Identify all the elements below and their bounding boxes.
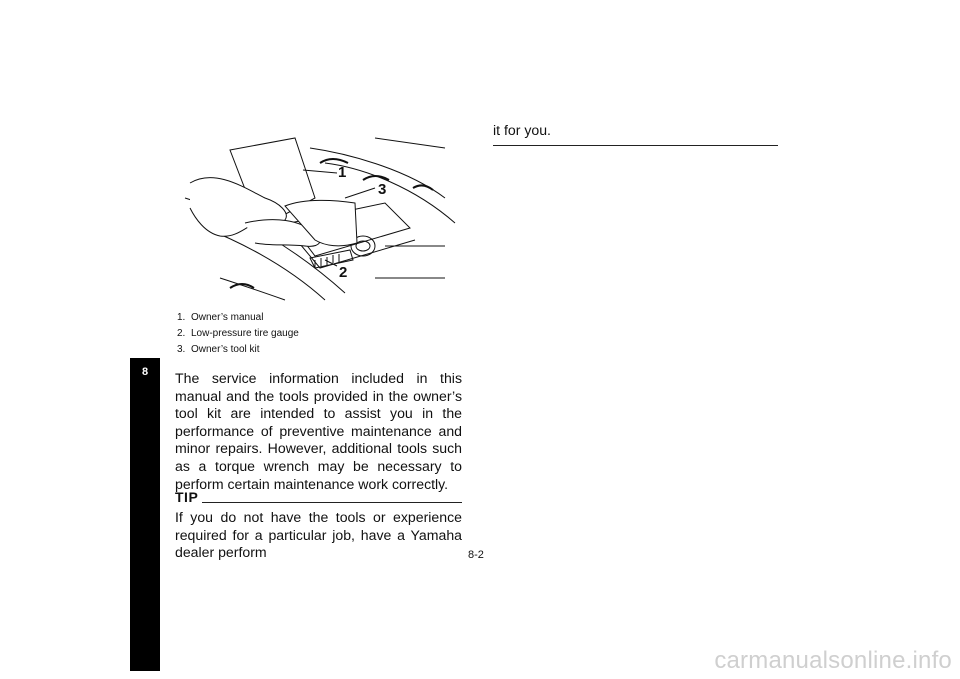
tool-kit-illustration — [175, 128, 465, 303]
tip-heading — [175, 489, 462, 505]
tip-continued-text: it for you. — [493, 122, 551, 138]
watermark: carmanualsonline.info — [714, 647, 952, 674]
tip-rule — [202, 502, 462, 503]
chapter-tab — [130, 358, 160, 671]
callout-1: 1 — [338, 164, 347, 181]
tip-end-rule — [493, 145, 778, 146]
caption-number: 2. — [177, 328, 186, 339]
chapter-tab-number: 8 — [141, 366, 149, 378]
tip-label: TIP — [175, 489, 199, 505]
caption-item — [177, 326, 299, 342]
callout-3: 3 — [378, 181, 387, 198]
page-number: 8-2 — [468, 549, 484, 561]
caption-item — [177, 342, 299, 358]
caption-text: Owner’s manual — [191, 312, 264, 323]
caption-number: 1. — [177, 312, 186, 323]
callout-2: 2 — [339, 264, 348, 281]
caption-text: Low-pressure tire gauge — [191, 328, 299, 339]
caption-text: Owner’s tool kit — [191, 344, 260, 355]
tip-text: If you do not have the tools or experience required for a particular job, have a Yamaha dealer perform — [175, 509, 462, 561]
figure-captions — [177, 310, 299, 358]
body-paragraph: The service information included in this manual and the tools provided in the owner’s tool kit are intended to assist you in the performance of preventive maintenance and minor repairs. However, additional tools such as a torque wrench may be necessary to perform certain maintenance work correctly. — [175, 370, 462, 492]
tool-kit-drawing — [175, 128, 465, 303]
caption-item — [177, 310, 299, 326]
caption-number: 3. — [177, 344, 186, 355]
